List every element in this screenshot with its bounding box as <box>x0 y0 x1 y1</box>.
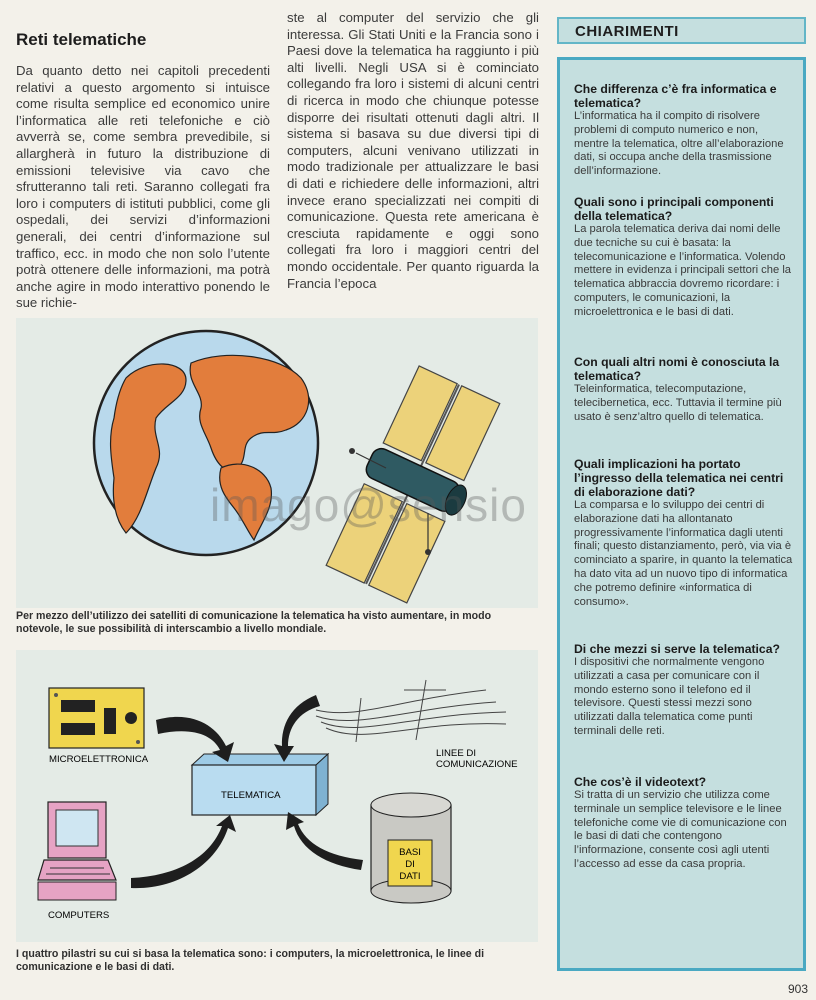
label-linee-1: LINEE DI <box>436 748 476 759</box>
answer: Teleinformatica, telecomputazione, telecibernetica, ecc. Tuttavia il termine più usato è senz’altro quello di telematica. <box>574 383 782 423</box>
article-heading: Reti telematiche <box>16 30 147 49</box>
caption-satellite: Per mezzo dell’utilizzo dei satelliti di comunicazione la telematica ha visto aumentare, in modo notevole, le sue possibilità di interscambio a livello mondiale. <box>16 610 492 635</box>
answer: La comparsa e lo sviluppo dei centri di elaborazione dati ha allontanato progressivamente l’informatica dagli utenti finali; questo distanziamento, però, via via è cominciato a sparire, in quanto la telematica ha dato vita ad un nuovo tipo di informatica che potremo definire «informatica di consumo». <box>574 499 793 608</box>
question: Che cos’è il videotext? <box>574 775 707 789</box>
caption-diagram: I quattro pilastri su cui si basa la telematica sono: i computers, la microelettronica, le linee di comunicazione e le basi di dati. <box>16 948 485 973</box>
qa-item <box>574 82 794 179</box>
telematica-diagram <box>16 650 538 942</box>
qa-item <box>574 775 794 872</box>
answer: I dispositivi che normalmente vengono utilizzati a casa per comunicare con il mondo esterno sono il telefono ed il televisore. Questi stessi mezzi sono utilizzati dalla telematica come punti terminali delle reti. <box>574 656 765 737</box>
qa-item <box>574 195 794 320</box>
question: Che differenza c’è fra informatica e telematica? <box>574 82 777 110</box>
question: Con quali altri nomi è conosciuta la telematica? <box>574 355 780 383</box>
label-linee-2: COMUNICAZIONE <box>436 759 518 770</box>
label-telematica: TELEMATICA <box>221 790 281 801</box>
answer: La parola telematica deriva dai nomi delle due tecniche su cui è basata: la telecomunicazione e l’informatica. Volendo mettere in evidenza i principali settori che la telematica abbraccia dovremo ricordare: i computers, le comunicazioni, la microelettronica e le basi di dati. <box>574 223 792 318</box>
qa-item <box>574 457 794 609</box>
question: Quali sono i principali componenti della telematica? <box>574 195 774 223</box>
sidebar-header <box>557 17 806 44</box>
arrow-from-lines <box>274 695 320 762</box>
page-number: 903 <box>787 982 808 996</box>
arrow-from-database <box>286 812 363 870</box>
circuit-board-icon <box>49 688 144 748</box>
watermark: imago@sensio <box>210 479 527 531</box>
qa-item <box>574 355 794 424</box>
label-dati: DATI <box>399 871 421 882</box>
satellite-illustration <box>16 318 538 608</box>
label-basi: BASI <box>399 847 421 858</box>
answer: L’informatica ha il compito di risolvere problemi di computo numerico e non, mentre la telematica, oltre all’elaborazione dati, si occupa anche della trasmissione dell’informazione. <box>574 110 784 178</box>
question: Di che mezzi si serve la telematica? <box>574 642 780 656</box>
power-lines-icon <box>316 680 506 742</box>
body-column-2: ste al computer del servizio che gli interessa. Gli Stati Uniti e la Francia sono i Paesi dove la telematica ha raggiunto i più alti livelli. Negli USA si è cominciato collegando fra loro i sistemi di alcuni centri di ricerca in modo che chiunque potesse disporre dei risultati ottenuti dagli altri. Il sistema si basava su due diversi tipi di computers, alcuni venivano utilizzati in modo tradizionale per attualizzare le basi di dati e richiedere delle informazioni, altri invece erano specializzati nei compiti di comunicazione. Questa rete americana è cresciuta rapidamente e oggi sono collegati fra loro i maggiori centri del mondo occidentale. Per quanto riguarda la Francia l’epoca <box>287 10 539 291</box>
label-computers: COMPUTERS <box>48 910 110 921</box>
label-microelettronica: MICROELETTRONICA <box>49 754 149 765</box>
telematica-box <box>192 754 328 815</box>
sidebar-box <box>557 57 806 971</box>
question: Quali implicazioni ha portato l’ingresso della telematica nei centri di elaborazione dati? <box>574 457 784 499</box>
label-di: DI <box>405 859 415 870</box>
body-column-1: Da quanto detto nei capitoli precedenti relativi a questo argomento si intuisce come risulta semplice ed economico unire l’informatica alle reti telefoniche e ciò avverrà se, come sembra prevedibile, si allargherà in futuro la distribuzione di emissioni televisive via cavo che sfrutteranno tali reti. Saranno collegati fra loro i computers di istituti pubblici, come gli ospedali, dei servizi d’informazioni generali, dei centri d’informazione sul traffico, ecc. in modo che non solo l’utente potrà ottenere delle informazioni, ma potrà anche agire in modo interattivo ponendo le sue richie- <box>16 63 270 311</box>
sidebar-title: CHIARIMENTI <box>575 23 679 40</box>
computer-icon <box>38 802 116 900</box>
answer: Si tratta di un servizio che utilizza come terminale un semplice televisore e le linee telefoniche come vie di comunicazione con le basi di dati che contengono l’informazione, consente così agli utenti l’accesso ad esse da casa propria. <box>574 789 787 870</box>
arrow-from-computers <box>131 815 236 888</box>
arrow-from-microelettronica <box>156 717 234 762</box>
qa-item <box>574 642 794 739</box>
